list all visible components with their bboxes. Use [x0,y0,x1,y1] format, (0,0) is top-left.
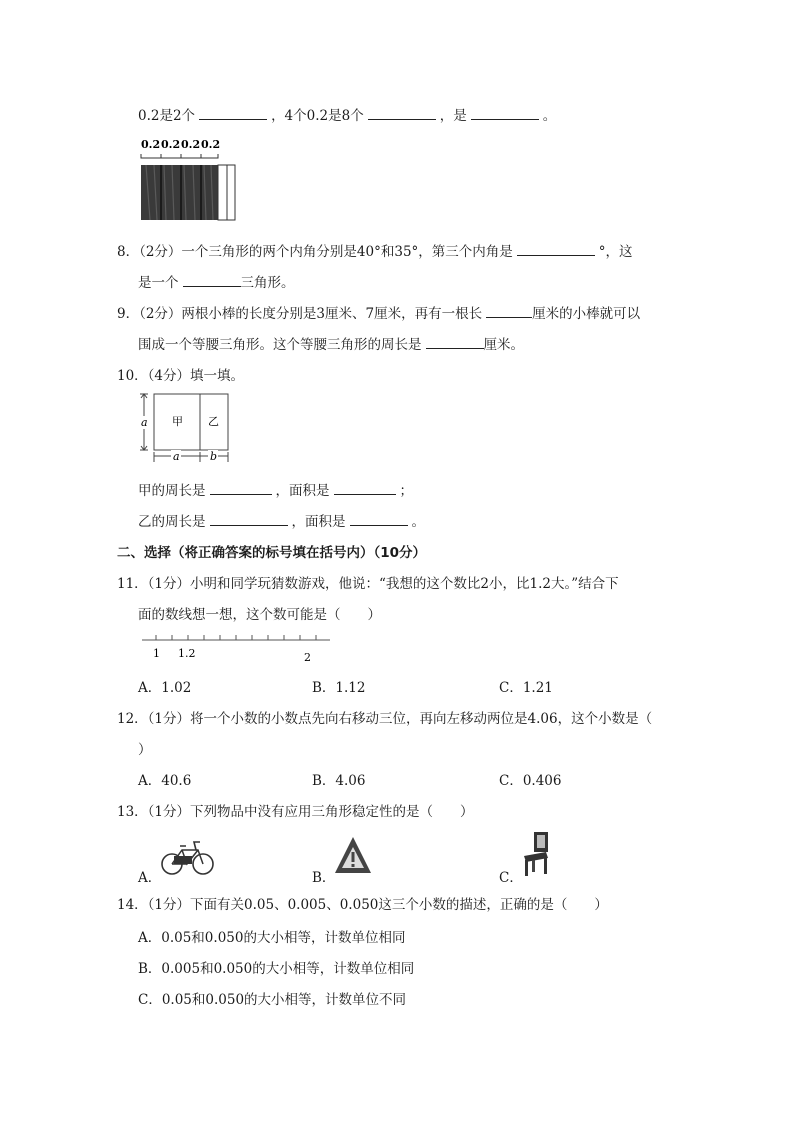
section-2-heading: 二、选择（将正确答案的标号填在括号内）（10分） [117,545,427,561]
label-b-bottom: b [210,450,218,463]
q12-option-b[interactable]: B．4.06 [312,773,366,789]
q14-option-b[interactable]: B．0.005和0.050的大小相等，计数单位相同 [138,961,415,977]
q8-blank-type[interactable] [183,273,241,287]
q10-jia-line: 甲的周长是 ，面积是 ； [138,483,413,499]
warning-sign-icon [333,835,373,877]
q11-line2: 面的数线想一想，这个数可能是（ ） [138,607,381,623]
q14-line1: 14．（1分）下面有关0.05、0.005、0.050这三个小数的描述，正确的是（ ） [117,897,608,913]
chair-icon [520,830,552,878]
bicycle-icon [160,836,216,878]
q7-blank-1[interactable] [199,106,267,120]
fig-label: 0.2 [201,138,221,151]
q10-title: 10．（4分）填一填。 [117,368,245,384]
q9-line1: 9．（2分）两根小棒的长度分别是3厘米、7厘米，再有一根长 厘米的小棒就可以 [117,306,641,322]
q10-blank-yi-perimeter[interactable] [210,512,288,526]
q10-blank-jia-perimeter[interactable] [210,481,272,495]
q12-line2: ） [138,742,152,758]
q7-figure [138,134,242,222]
q12-option-c[interactable]: C．0.406 [499,773,562,789]
q10-blank-jia-area[interactable] [334,481,396,495]
label-a-left: a [141,416,148,429]
tick-label: 1.2 [178,647,196,660]
q9-blank-perimeter[interactable] [426,335,484,349]
q8-line2: 是一个 三角形。 [138,275,295,291]
q8-blank-angle[interactable] [517,242,595,256]
q13-option-a[interactable]: A． [138,870,162,886]
q11-option-b[interactable]: B．1.12 [312,680,366,696]
q11-line1: 11．（1分）小明和同学玩猜数游戏，他说：“我想的这个数比2小，比1.2大。”结合下 [117,576,619,592]
q7-blank-3[interactable] [471,106,539,120]
q12-line1: 12．（1分）将一个小数的小数点先向右移动三位，再向左移动两位是4.06，这个小数是（ [117,711,653,727]
tick-label: 2 [304,651,311,664]
label-yi: 乙 [208,415,219,428]
fig-label: 0.2 [181,138,201,151]
q10-figure [138,392,234,466]
label-a-bottom: a [173,450,180,463]
q9-blank-length[interactable] [486,304,532,318]
tick-label: 1 [153,647,160,660]
q13-option-b[interactable]: B． [312,870,336,886]
q14-option-a[interactable]: A．0.05和0.050的大小相等，计数单位相同 [138,930,406,946]
shaded-area [141,165,218,220]
q9-line2: 围成一个等腰三角形。这个等腰三角形的周长是 厘米。 [138,337,524,353]
fig-label: 0.2 [141,138,161,151]
q10-blank-yi-area[interactable] [350,512,408,526]
q11-option-a[interactable]: A．1.02 [138,680,192,696]
q10-yi-line: 乙的周长是 ，面积是 。 [138,514,425,530]
q12-option-a[interactable]: A．40.6 [138,773,192,789]
q8-line1: 8．（2分）一个三角形的两个内角分别是40°和35°，第三个内角是 °，这 [117,244,633,260]
label-jia: 甲 [172,415,183,428]
q7-line: 0.2是2个 ，4个0.2是8个 ，是 。 [138,108,557,124]
q7-blank-2[interactable] [368,106,436,120]
q13-option-c[interactable]: C． [499,870,523,886]
q14-option-c[interactable]: C．0.05和0.050的大小相等，计数单位不同 [138,992,407,1008]
q11-number-line [138,628,338,666]
fig-label: 0.2 [161,138,181,151]
q11-option-c[interactable]: C．1.21 [499,680,553,696]
q13-line1: 13．（1分）下列物品中没有应用三角形稳定性的是（ ） [117,804,474,820]
